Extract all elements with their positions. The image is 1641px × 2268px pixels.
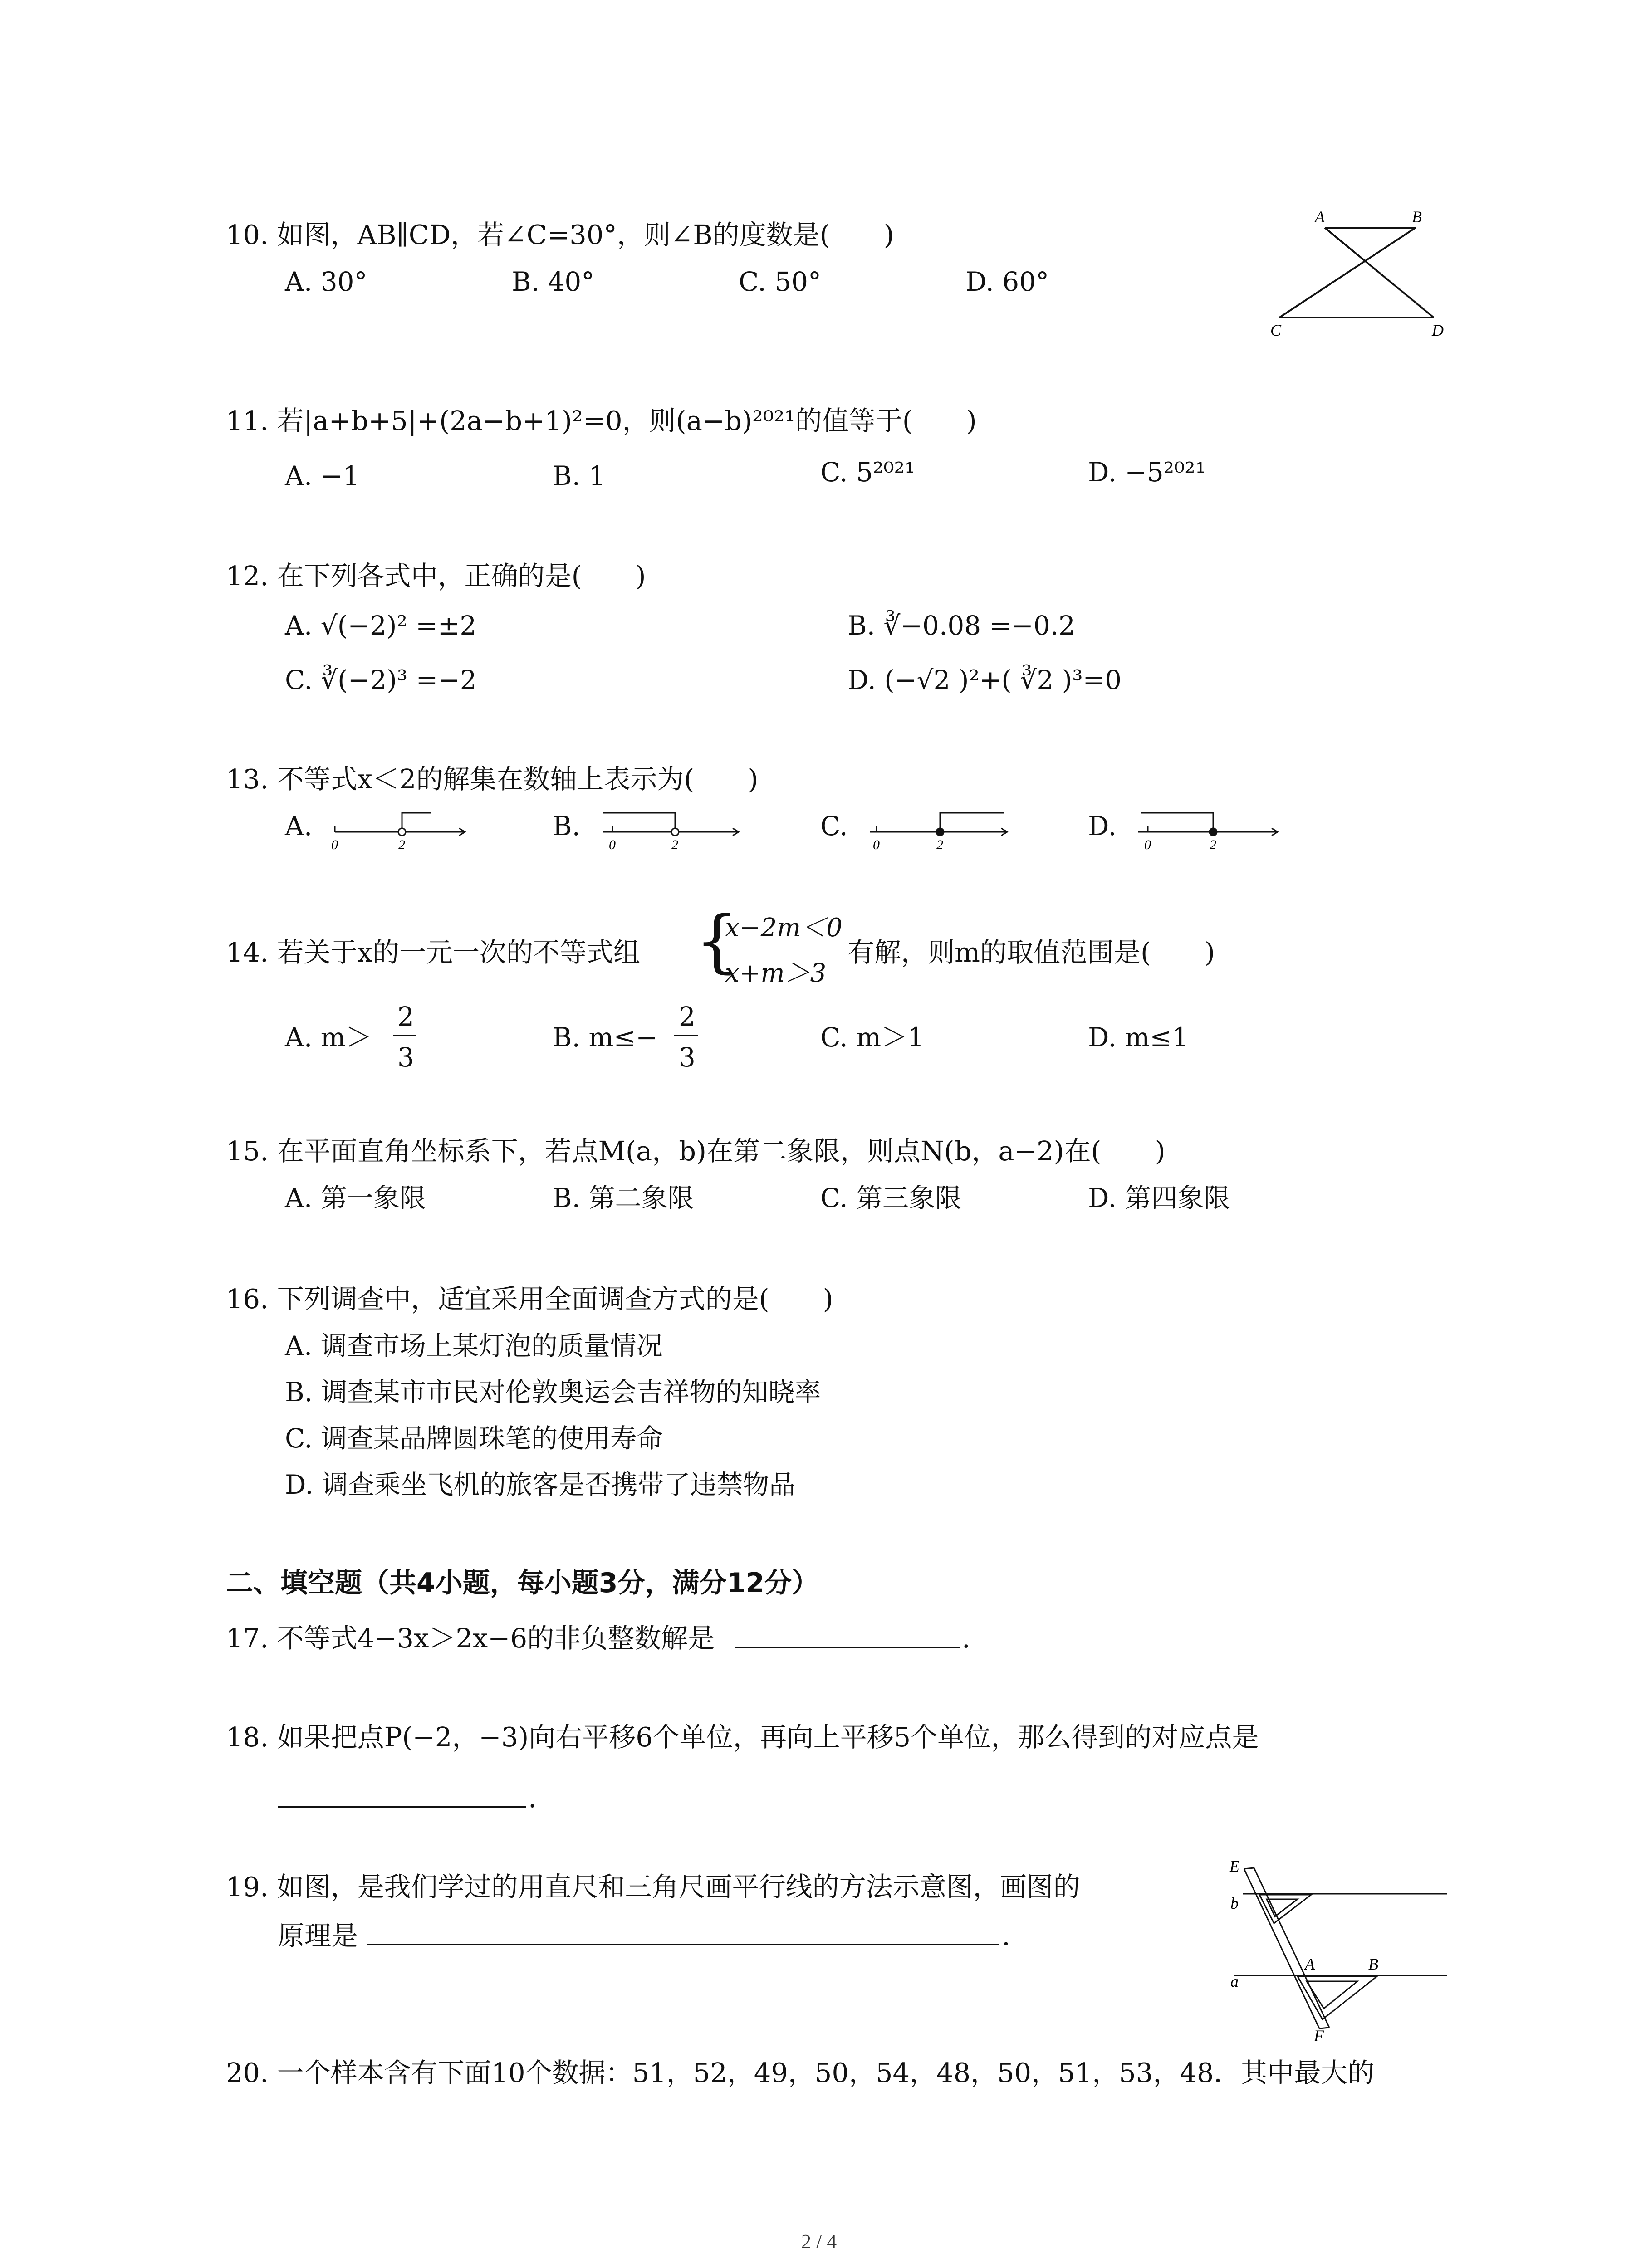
- q15-stem: 15. 在平面直角坐标系下，若点M(a，b)在第二象限，则点N(b，a−2)在( ): [226, 1135, 1166, 1167]
- q19-end: .: [1002, 1920, 1010, 1951]
- q11-option-c: C. 5²⁰²¹: [820, 457, 916, 488]
- q12-option-c: C. ∛(−2)³ =−2: [285, 665, 477, 695]
- q11-option-d: D. −5²⁰²¹: [1088, 457, 1206, 488]
- q14-option-a: A. m＞: [285, 1022, 372, 1053]
- q19-figure: [1216, 1851, 1452, 2041]
- q19-answer-blank[interactable]: [367, 1944, 999, 1945]
- q14-brace: {: [695, 902, 739, 981]
- q17-text: 17. 不等式4−3x＞2x−6的非负整数解是: [226, 1623, 715, 1654]
- q14-b-numerator: 2: [679, 1001, 696, 1032]
- q14-option-c: C. m＞1: [820, 1022, 925, 1053]
- q13-b-two: 2: [671, 837, 678, 852]
- q14-b-denominator: 3: [679, 1042, 696, 1073]
- q17-answer-blank[interactable]: [735, 1647, 960, 1648]
- q15-option-a: A. 第一象限: [285, 1183, 426, 1213]
- q10-figure: [1270, 204, 1461, 340]
- q14-option-d: D. m≤1: [1088, 1022, 1189, 1053]
- q16-option-d: D. 调查乘坐飞机的旅客是否携带了违禁物品: [285, 1469, 796, 1500]
- q10-stem: 10. 如图，AB∥CD，若∠C=30°，则∠B的度数是( ): [226, 219, 894, 250]
- q10-option-b: B. 40°: [512, 266, 595, 297]
- q13-option-d: D.: [1088, 811, 1117, 841]
- q13-c-zero: 0: [873, 837, 880, 852]
- q12-option-d: D. (−√2 )²+( ∛2 )³=0: [847, 665, 1122, 695]
- q11-stem: 11. 若|a+b+5|+(2a−b+1)²=0，则(a−b)²⁰²¹的值等于( ): [226, 405, 977, 436]
- q13-numberline-c: [862, 804, 1016, 854]
- q14-inequality-2: x+m＞3: [725, 958, 827, 988]
- q13-d-zero: 0: [1144, 837, 1151, 852]
- q18-end: .: [528, 1782, 537, 1813]
- q19-label-b-line: b: [1230, 1894, 1239, 1912]
- q19-line1: 19. 如图，是我们学过的用直尺和三角尺画平行线的方法示意图，画图的: [226, 1871, 1080, 1902]
- q19-label-b: B: [1368, 1955, 1378, 1973]
- q14-a-denominator: 3: [397, 1042, 414, 1073]
- q13-numberline-a: [327, 804, 476, 854]
- q14-option-b: B. m≤−: [553, 1022, 658, 1053]
- q13-option-a: A.: [285, 811, 313, 841]
- q10-option-a: A. 30°: [285, 266, 367, 297]
- q16-option-c: C. 调查某品牌圆珠笔的使用寿命: [285, 1423, 663, 1454]
- q10-option-c: C. 50°: [739, 266, 821, 297]
- q15-option-d: D. 第四象限: [1088, 1183, 1230, 1213]
- q13-numberline-d: [1130, 804, 1284, 854]
- q10-label-b: B: [1412, 208, 1422, 226]
- q19-label-a-line: a: [1230, 1972, 1239, 1990]
- q10-option-d: D. 60°: [965, 266, 1049, 297]
- q13-numberline-b: [594, 804, 744, 854]
- q15-option-c: C. 第三象限: [820, 1183, 962, 1213]
- q10-label-d: D: [1432, 321, 1444, 339]
- q16-option-b: B. 调查某市市民对伦敦奥运会吉祥物的知晓率: [285, 1377, 821, 1408]
- section2-title: 二、填空题（共4小题，每小题3分，满分12分）: [226, 1567, 819, 1599]
- q14-a-fraction-bar: [393, 1035, 416, 1036]
- q20-text: 20. 一个样本含有下面10个数据：51，52，49，50，54，48，50，51，53，48．其中最大的: [226, 2057, 1375, 2088]
- q19-line2: 原理是: [278, 1920, 358, 1951]
- q10-label-a: A: [1315, 208, 1325, 226]
- page-number: 2 / 4: [801, 2230, 837, 2253]
- q12-option-b: B. ∛−0.08 =−0.2: [847, 610, 1076, 641]
- q13-b-zero: 0: [609, 837, 616, 852]
- q11-option-a: A. −1: [285, 460, 360, 491]
- q13-a-two: 2: [398, 837, 405, 852]
- q10-label-c: C: [1270, 321, 1282, 339]
- q14-stem-end: 有解，则m的取值范围是( ): [847, 937, 1215, 968]
- q15-option-b: B. 第二象限: [553, 1183, 694, 1213]
- q14-stem-start: 14. 若关于x的一元一次的不等式组: [226, 937, 640, 968]
- q18-text: 18. 如果把点P(−2，−3)向右平移6个单位，再向上平移5个单位，那么得到的对应点是: [226, 1721, 1259, 1753]
- q13-option-b: B.: [553, 811, 581, 841]
- q16-stem: 16. 下列调查中，适宜采用全面调查方式的是( ): [226, 1283, 833, 1315]
- q13-a-zero: 0: [331, 837, 338, 852]
- q12-stem: 12. 在下列各式中，正确的是( ): [226, 560, 646, 591]
- q13-c-two: 2: [936, 837, 943, 852]
- q13-option-c: C.: [820, 811, 848, 841]
- q12-option-a: A. √(−2)² =±2: [285, 610, 477, 641]
- q14-inequality-1: x−2m＜0: [725, 913, 843, 943]
- q11-option-b: B. 1: [553, 460, 606, 491]
- q19-label-f: F: [1314, 2027, 1324, 2041]
- q13-d-two: 2: [1210, 837, 1216, 852]
- q17-end: .: [962, 1623, 970, 1654]
- q16-option-a: A. 调查市场上某灯泡的质量情况: [285, 1330, 663, 1361]
- q13-stem: 13. 不等式x＜2的解集在数轴上表示为( ): [226, 763, 759, 795]
- q19-label-e: E: [1230, 1857, 1239, 1875]
- q18-answer-blank[interactable]: [278, 1806, 526, 1808]
- q14-b-fraction-bar: [674, 1035, 698, 1036]
- q19-label-a: A: [1305, 1955, 1315, 1973]
- q14-a-numerator: 2: [397, 1001, 414, 1032]
